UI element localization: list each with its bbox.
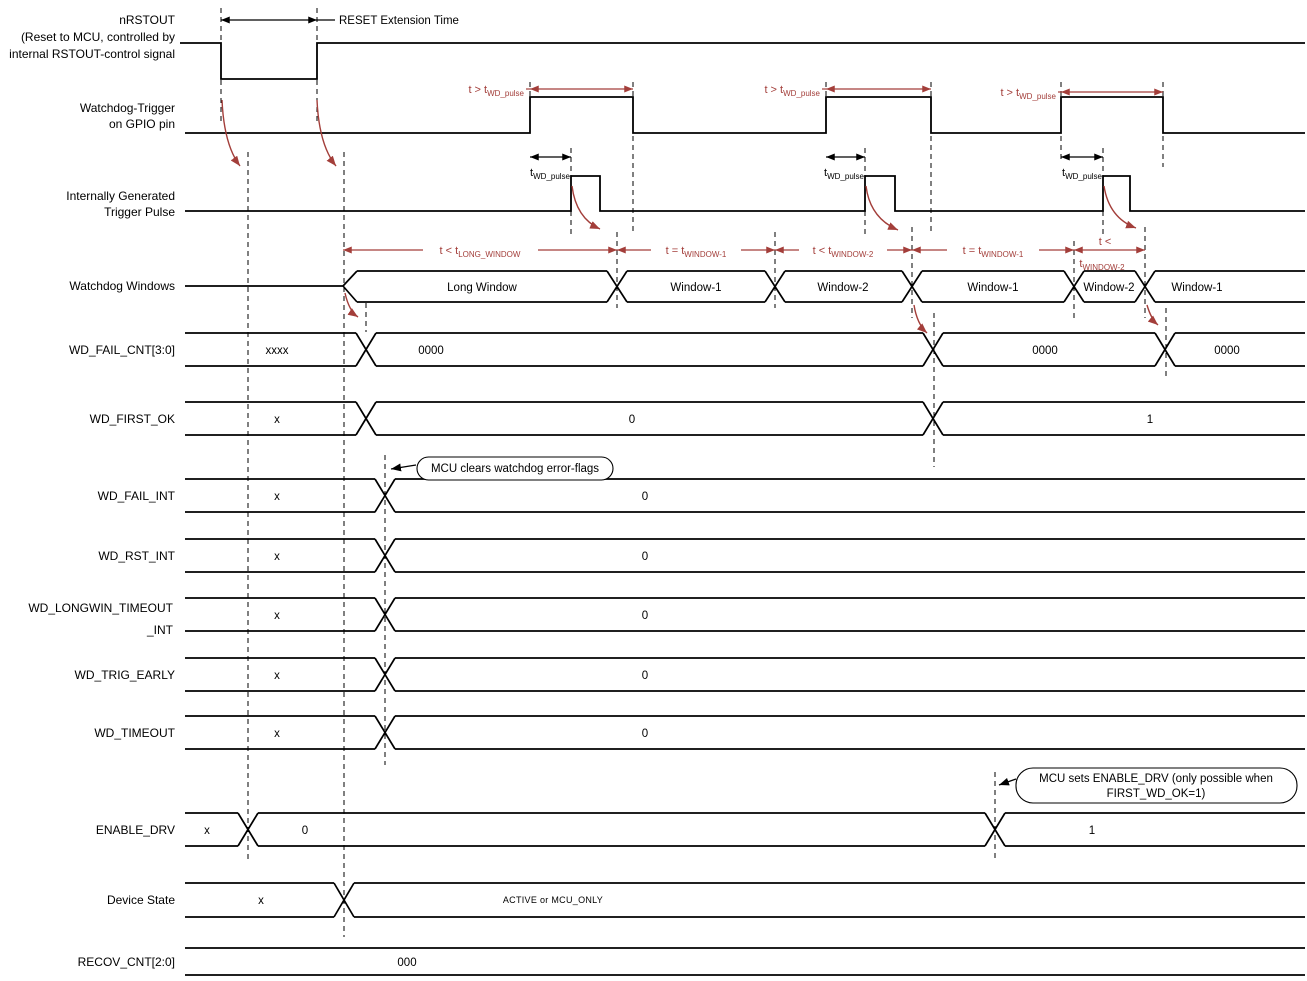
wd-rst-int-value-x: x [274, 551, 280, 563]
nrstout-label-line2: (Reset to MCU, controlled by [20, 30, 175, 44]
window-segment-long: Long Window [447, 282, 517, 294]
arrow-pulse1-to-window [572, 186, 600, 229]
wd-rst-int-bus [185, 539, 1305, 572]
t-wd-pulse-label-1: $t_{WD\_pulse}$ [530, 167, 570, 181]
wd-fail-int-bus [185, 479, 1305, 512]
wd-timeout-value-x: x [274, 728, 280, 740]
wd-longwin-value-0: 0 [641, 610, 649, 622]
device-state-bus [185, 883, 1305, 917]
t-lt-w2b-label-line2: $t_{WINDOW-2}$ [1079, 258, 1125, 272]
recov-cnt-value-000: 000 [397, 957, 417, 969]
internal-pulse-label-line1: Internally Generated [66, 189, 175, 203]
device-state-label: Device State [106, 893, 175, 907]
enable-drv-label: ENABLE_DRV [95, 823, 175, 837]
callout-enable-drv [999, 768, 1297, 803]
arrow-pulse2-to-window [866, 186, 898, 230]
wd-longwin-bus [185, 598, 1305, 631]
wd-first-ok-value-x: x [274, 414, 280, 426]
enable-drv-bus [185, 813, 1305, 846]
wd-first-ok-value-1: 1 [1146, 414, 1154, 426]
signal-row-device-state [107, 883, 1305, 917]
wd-fail-int-label: WD_FAIL_INT [97, 489, 175, 503]
callout-clear-flags [391, 457, 613, 480]
wd-fail-int-value-x: x [274, 491, 280, 503]
callout-enable-drv-text-line1: MCU sets ENABLE_DRV (only possible when [1039, 773, 1273, 785]
signal-row-recov-cnt [78, 948, 1305, 975]
window-segment-w2a: Window-2 [817, 282, 869, 294]
t-wd-pulse-label-3: $t_{WD\_pulse}$ [1062, 167, 1102, 181]
signal-row-wd-fail-cnt [69, 333, 1305, 366]
wd-trigger-label-line1: Watchdog-Trigger [79, 101, 175, 115]
t-long-window-label: $t < t_{LONG\_WINDOW}$ [439, 245, 521, 259]
wd-fail-int-value-0: 0 [641, 491, 649, 503]
signal-row-nrstout [9, 13, 1305, 79]
wd-rst-int-value-0: 0 [641, 551, 649, 563]
window-segment-w1c: Window-1 [1171, 282, 1223, 294]
recov-cnt-label: RECOV_CNT[2:0] [77, 955, 175, 969]
arrow-window-to-failcnt-2 [914, 305, 927, 333]
wd-first-ok-label: WD_FIRST_OK [89, 412, 175, 426]
signal-row-wd-trig-early [75, 658, 1305, 691]
t-eq-w1a-label: $t = t_{WINDOW-1}$ [665, 245, 727, 259]
window-segment-w1a: Window-1 [670, 282, 722, 294]
callout-clear-flags-arrow [391, 465, 416, 469]
t-eq-w1b-label: $t = t_{WINDOW-1}$ [962, 245, 1024, 259]
t-gt-wd-pulse-annotations [468, 84, 1163, 101]
reset-extension-label: RESET Extension Time [339, 15, 459, 27]
signal-row-wd-longwin-timeout-int [28, 598, 1305, 637]
callout-enable-drv-arrow [999, 779, 1016, 785]
wd-fail-cnt-label: WD_FAIL_CNT[3:0] [68, 343, 175, 357]
t-wd-pulse-annotations [530, 157, 1103, 181]
signal-row-wd-trigger [80, 97, 1305, 133]
internal-pulse-waveform [185, 176, 1305, 211]
wd-trigger-waveform [185, 97, 1305, 133]
window-timing-annotations [343, 236, 1145, 272]
watchdog-windows-bus [185, 271, 1305, 302]
nrstout-waveform [180, 43, 1305, 79]
signal-row-wd-rst-int [98, 539, 1305, 572]
recov-cnt-bus [185, 948, 1305, 975]
signal-row-enable-drv [96, 813, 1305, 846]
wd-longwin-label-line2: _INT [146, 623, 173, 637]
signal-row-internal-pulse [66, 176, 1305, 219]
wd-fail-cnt-value-xxxx: xxxx [265, 345, 289, 357]
wd-trig-early-label: WD_TRIG_EARLY [74, 668, 175, 682]
t-lt-w2a-label: $t < t_{WINDOW-2}$ [812, 245, 874, 259]
wd-fail-cnt-value-0000b: 0000 [1032, 345, 1058, 357]
wd-timeout-bus [185, 716, 1305, 749]
wd-longwin-value-x: x [274, 610, 280, 622]
t-gt-label-3: $t > t_{WD\_pulse}$ [1000, 87, 1056, 101]
callout-enable-drv-text-line2: FIRST_WD_OK=1) [1106, 788, 1206, 800]
signal-row-watchdog-windows [69, 271, 1305, 302]
reset-extension-annotation [221, 15, 459, 27]
wd-fail-cnt-value-0000a: 0000 [418, 345, 444, 357]
nrstout-label-line3: internal RSTOUT-control signal [9, 47, 175, 61]
wd-timeout-label: WD_TIMEOUT [94, 726, 175, 740]
wd-trig-early-bus [185, 658, 1305, 691]
wd-timeout-value-0: 0 [641, 728, 649, 740]
t-gt-label-2: $t > t_{WD\_pulse}$ [764, 84, 820, 98]
signal-row-wd-first-ok [90, 402, 1305, 435]
callout-clear-flags-text: MCU clears watchdog error-flags [430, 463, 600, 475]
wd-first-ok-bus [185, 402, 1305, 435]
wd-longwin-label-line1: WD_LONGWIN_TIMEOUT [28, 601, 173, 615]
arrow-window-to-failcnt-3 [1147, 305, 1158, 325]
wd-trigger-label-line2: on GPIO pin [108, 117, 175, 131]
t-lt-w2b-label-line1: t < [1098, 236, 1112, 248]
enable-drv-value-x: x [204, 825, 210, 837]
arrow-pulse3-to-window [1104, 186, 1136, 228]
window-segment-w1b: Window-1 [967, 282, 1019, 294]
nrstout-label-line1: nRSTOUT [119, 13, 175, 27]
watchdog-windows-label: Watchdog Windows [69, 279, 175, 293]
t-wd-pulse-label-2: $t_{WD\_pulse}$ [824, 167, 864, 181]
red-cause-effect-arrows [222, 100, 1158, 333]
internal-pulse-label-line2: Trigger Pulse [104, 205, 175, 219]
wd-rst-int-label: WD_RST_INT [98, 549, 175, 563]
wd-fail-cnt-bus [185, 333, 1305, 366]
t-gt-label-1: $t > t_{WD\_pulse}$ [468, 84, 524, 98]
wd-trig-early-value-x: x [274, 670, 280, 682]
window-segment-w2b: Window-2 [1083, 282, 1135, 294]
wd-trig-early-value-0: 0 [641, 670, 649, 682]
signal-row-wd-timeout [94, 716, 1305, 749]
device-state-value-active: ACTIVE or MCU_ONLY [502, 895, 604, 905]
signal-row-wd-fail-int [98, 479, 1305, 512]
enable-drv-value-0: 0 [301, 825, 309, 837]
enable-drv-value-1: 1 [1088, 825, 1096, 837]
wd-first-ok-value-0: 0 [628, 414, 636, 426]
device-state-value-x: x [258, 895, 264, 907]
wd-fail-cnt-value-0000c: 0000 [1214, 345, 1240, 357]
